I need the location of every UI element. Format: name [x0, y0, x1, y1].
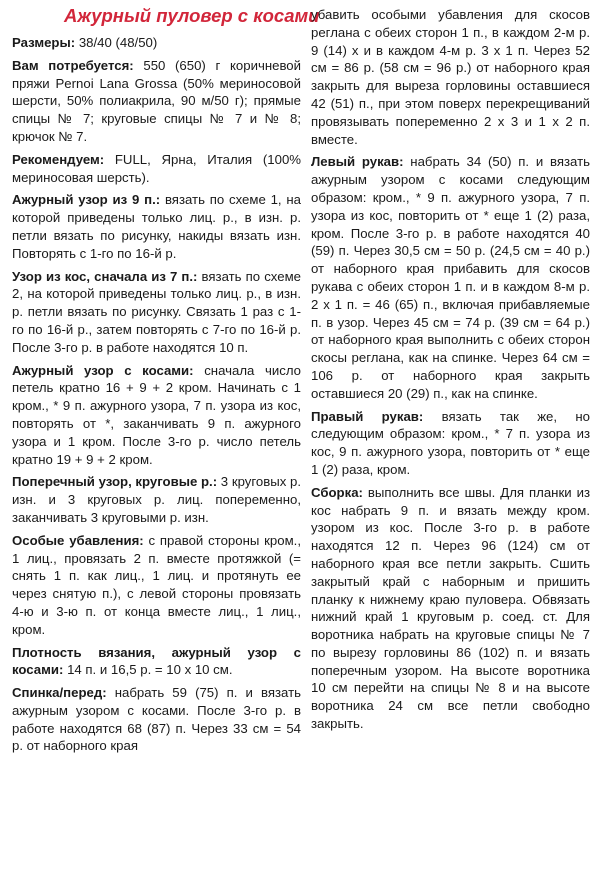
section-back-front: [12, 684, 301, 755]
section-text: сначала число петель кратно 16 + 9 + 2 кром. Начинать с 1 кром., * 9 п. ажурного узора, 7 п. узора из кос, повторять от *, заканчивать 9 п. ажурного узора и 1 кром. После 3-го р. число петель кратно 19 + 9 + 2 кром.: [12, 362, 301, 467]
section-heading: Вам потребуется:: [12, 57, 134, 73]
section-heading: Правый рукав:: [311, 408, 424, 424]
section-heading: Рекомендуем:: [12, 151, 105, 167]
section-sizes: [12, 34, 301, 52]
section-special-decreases: [12, 532, 301, 639]
section-text: FULL, Ярна, Италия (100% мериносовая шерсть).: [12, 151, 301, 185]
section-cross-pattern: [12, 473, 301, 526]
section-text: 14 п. и 16,5 р. = 10 х 10 см.: [63, 662, 233, 678]
section-text: набрать 34 (50) п. и вязать ажурным узором с косами следующим образом: кром., * 9 п. ажурного узора, 7 п. узора из кос, повторить от * еще 1 (2) раза, кром. После 3-го р. в работе находятся 40 (59) п. Через 30,5 см = 50 р. (24,5 см = 40 р.) от наборного края прибавить для скосов рукава с обеих сторон 1 п. и в каждом 8-м р. 2 х 1 п. = 46 (65) п., включая прибавляемые п. в узор. Через 45 см = 74 р. (39 см = 64 р.) от наборного края выполнить с обеих сторон скосы реглана, как на спинке. Через 64 см = 106 р. от наборного края закрыть оставшиеся 20 (29) п., как на спинке.: [311, 154, 590, 401]
section-text: выполнить все швы. Для планки из кос набрать 9 п. и вязать между кром. узором из кос. После 3-го р. в работе находятся 12 п. Через 96 (124) см от наборного края все петли закрыть. Сшить закрытый край с наборным и пришить планку к нижнему краю пуловера. Обвязать нижний край 1 круговым р. соед. ст. Для воротника набрать на круговые спицы № 7 по вырезу горловины 86 (102) п. и вязать поперечным узором. На высоте воротника 10 см перейти на спицы № 8 и на высоте воротника 24 см все петли свободно закрыть.: [311, 484, 590, 732]
section-lace-cable-pattern: [12, 362, 301, 469]
section-recommend: [12, 151, 301, 187]
section-text: вязать по схеме 2, на которой приведены только лиц. р., в изн. р. петли вязать по рисунку. Связать 1 раз с 1-го по 16-й р., затем повторять с 7-го по 16-й р. После 3-го р. в работе находятся 10 п.: [12, 268, 301, 355]
section-heading: Размеры:: [12, 35, 76, 50]
section-text: вязать по схеме 1, на которой приведены только лиц. р., в изн. р. петли вязать по рисунку, накиды вязать изн. Повторять с 1-го по 16-й р.: [12, 192, 302, 261]
section-heading: Плотность вязания, ажурный узор с косами:: [12, 644, 301, 678]
section-assembly: [311, 484, 590, 733]
right-column: [311, 6, 590, 738]
section-heading: Левый рукав:: [311, 154, 404, 170]
section-heading: Особые убавления:: [12, 532, 144, 548]
section-text: вязать так же, но следующим образом: кром., * 7 п. узора из кос, 9 п. ажурного узора, повторить от * еще 1 (2) раза, кром.: [311, 408, 590, 477]
section-text: 3 круговых р. изн. и 3 круговых р. лиц. попеременно, заканчивать 3 круговыми р. изн.: [12, 474, 302, 525]
section-text: убавить особыми убавления для скосов реглана с обеих сторон 1 п., в каждом 2-м р. 9 (14) х и в каждом 4-м р. 3 х 1 п. Через 52 см = 86 р. (58 см = 96 р.) от наборного края закрыть для выреза горловины оставшиеся 42 (51) п., при этом поверх перекрещиваний провязывать попеременно 2 х 3 и 1 х 2 п. вместе.: [311, 7, 590, 147]
section-text: набрать 59 (75) п. и вязать ажурным узором с косами. После 3-го р. в работе находятся 68 (87) п. Через 33 см = 54 р. от наборного края: [12, 685, 301, 754]
section-heading: Сборка:: [311, 484, 363, 500]
section-gauge: [12, 644, 301, 680]
section-lace-pattern: [12, 191, 301, 262]
section-left-sleeve: [311, 153, 590, 402]
section-right-sleeve: [311, 408, 590, 479]
section-heading: Ажурный узор с косами:: [12, 362, 194, 378]
page-title: Ажурный пуловер с косами: [64, 5, 320, 26]
section-heading: Ажурный узор из 9 п.:: [12, 192, 161, 208]
section-cable-pattern: [12, 268, 301, 357]
section-heading: Спинка/перед:: [12, 685, 107, 701]
section-text: с правой стороны кром., 1 лиц., провязать 2 п. вместе протяжкой (= снять 1 п. как лиц., 1 лиц. и протянуть ее через снятую п.), с левой стороны провязать 4-ю и 3-ю п. от конца вместе лиц., 1 лиц., кром.: [12, 532, 301, 637]
section-text: 550 (650) г коричневой пряжи Pernoi Lana Grossa (50% мериносовой шерсти, 50% полиакрила, 90 м/50 г); прямые спицы № 7; круговые спицы № 7 и № 8; крючок № 7.: [12, 57, 301, 144]
section-back-front-continued: [311, 6, 590, 148]
section-heading: Узор из кос, сначала из 7 п.:: [12, 268, 198, 284]
left-column: [12, 34, 301, 760]
section-materials: [12, 57, 301, 146]
section-text: 38/40 (48/50): [75, 35, 158, 50]
section-heading: Поперечный узор, круговые р.:: [12, 474, 218, 490]
